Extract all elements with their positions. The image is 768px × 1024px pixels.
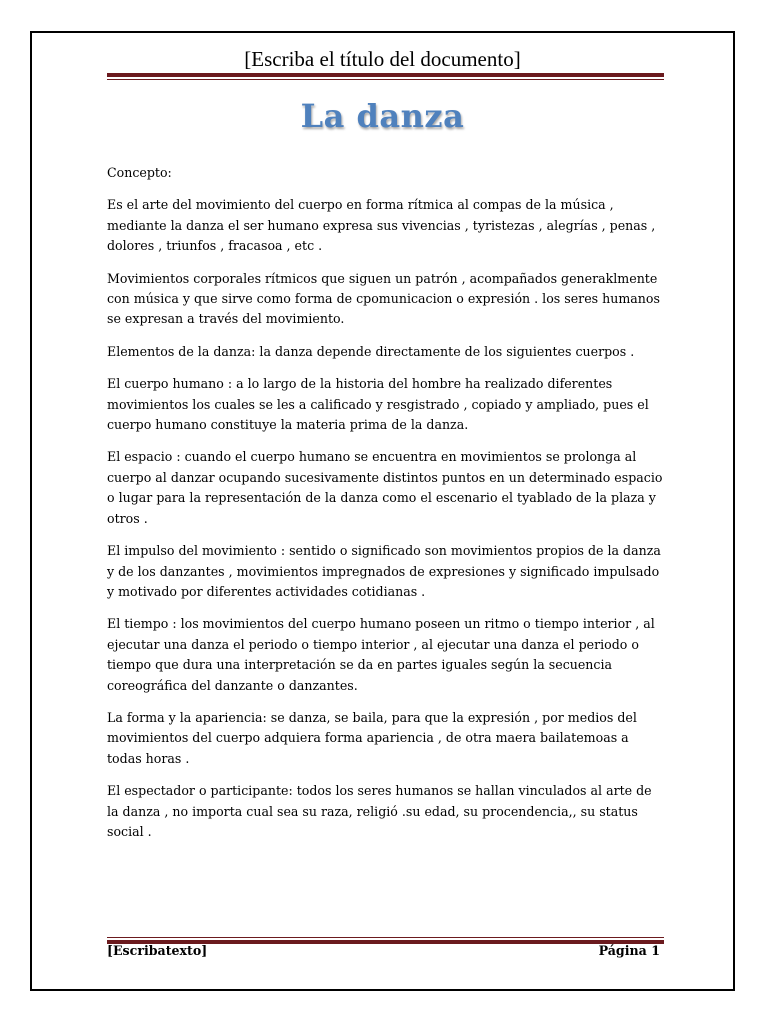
paragraph-time: El tiempo : los movimientos del cuerpo humano poseen un ritmo o tiempo interior , al ejecutar una danza el periodo o tiempo interior , al ejecutar una danza el periodo o tiempo que dura una interpretación se da en partes iguales según la secuencia coreográfica del danzante o danzantes. bbox=[107, 616, 655, 693]
paragraph-definition: Es el arte del movimiento del cuerpo en forma rítmica al compas de la música , mediante la danza el ser humano expresa sus vivencias , tyristezas , alegrías , penas , dolores , triunfos , fracasoa , etc . bbox=[107, 197, 656, 254]
header-title-placeholder[interactable]: [Escriba el título del documento] bbox=[244, 47, 521, 71]
paragraph-space: El espacio : cuando el cuerpo humano se encuentra en movimientos se prolonga al cuerpo al danzar ocupando sucesivamente distintos puntos en un determinado espacio o lugar para la representación de la danza como el escenario el tyablado de la plaza y otros . bbox=[107, 449, 663, 526]
document-heading: La danza bbox=[300, 97, 465, 135]
paragraph-concept-label: Concepto: bbox=[107, 165, 172, 180]
paragraph-form: La forma y la apariencia: se danza, se baila, para que la expresión , por medios del movimientos del cuerpo adquiera forma apariencia , de otra maera bailatemoas a todas horas . bbox=[107, 709, 637, 766]
header-rule bbox=[107, 73, 664, 80]
document-body bbox=[107, 163, 667, 854]
paragraph-human-body: El cuerpo humano : a lo largo de la historia del hombre ha realizado diferentes movimientos los cuales se les a calificado y resgistrado , copiado y ampliado, pues el cuerpo humano constituye la materia prima de la danza. bbox=[107, 376, 649, 433]
paragraph-movements: Movimientos corporales rítmicos que siguen un patrón , acompañados generaklmente con música y que sirve como forma de cpomunicacion o expresión . los seres humanos se expresan a través del movimiento. bbox=[107, 270, 660, 327]
paragraph-elements: Elementos de la danza: la danza depende directamente de los siguientes cuerpos . bbox=[107, 343, 635, 359]
document-page bbox=[30, 31, 735, 991]
paragraph-spectator: El espectador o participante: todos los seres humanos se hallan vinculados al arte de la danza , no importa cual sea su raza, religió .su edad, su procendencia,, su status social . bbox=[107, 783, 652, 839]
paragraph-impulse: El impulso del movimiento : sentido o significado son movimientos propios de la danza y de los danzantes , movimientos impregnados de expresiones y significado impulsado y motivado por diferentes actividades cotidianas . bbox=[107, 543, 661, 599]
footer-text-placeholder[interactable]: [Escribatexto] bbox=[107, 943, 208, 958]
page-number: Página 1 bbox=[598, 943, 660, 958]
